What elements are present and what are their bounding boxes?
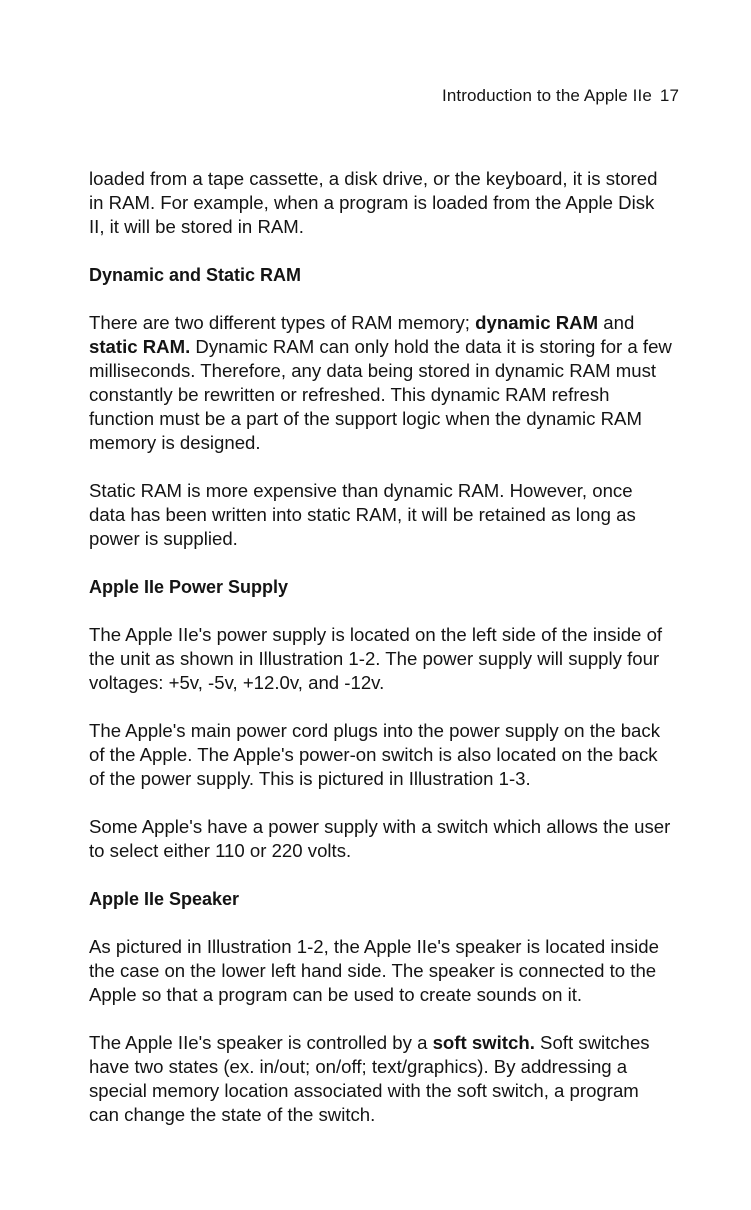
term-static-ram: static RAM. xyxy=(89,336,191,357)
text-segment: Dynamic RAM can only hold the data it is storing for a few milliseconds. Therefore, any data being stored in dynamic RAM must constantly be rewritten or refreshed. This dynamic RAM refresh function must be a part of the support logic when the dynamic RAM memory is designed. xyxy=(89,336,672,453)
term-soft-switch: soft switch. xyxy=(432,1032,535,1053)
paragraph-soft-switch xyxy=(89,1031,672,1127)
paragraph-speaker-location: As pictured in Illustration 1-2, the Apple IIe's speaker is located inside the case on the lower left hand side. The speaker is connected to the Apple so that a program can be used to create sounds on it. xyxy=(89,936,659,1005)
term-dynamic-ram: dynamic RAM xyxy=(475,312,599,333)
heading-dynamic-static-ram: Dynamic and Static RAM xyxy=(89,265,302,285)
text-segment: The Apple IIe's speaker is controlled by a xyxy=(89,1032,433,1053)
heading-power-supply: Apple IIe Power Supply xyxy=(89,577,289,597)
paragraph-static-ram: Static RAM is more expensive than dynamic RAM. However, once data has been written into static RAM, it will be retained as long as power is supplied. xyxy=(89,480,636,549)
paragraph-ram-types xyxy=(89,311,672,455)
paragraph-power-cord: The Apple's main power cord plugs into the power supply on the back of the Apple. The Apple's power-on switch is also located on the back of the power supply. This is pictured in Illustration 1-3. xyxy=(89,720,660,789)
paragraph-ram-loading: loaded from a tape cassette, a disk drive, or the keyboard, it is stored in RAM. For example, when a program is loaded from the Apple Disk II, it will be stored in RAM. xyxy=(89,168,658,237)
text-segment: There are two different types of RAM memory; xyxy=(89,312,476,333)
text-segment: and xyxy=(598,312,635,333)
page-number: 17 xyxy=(659,86,679,105)
heading-speaker: Apple IIe Speaker xyxy=(89,889,240,909)
running-head xyxy=(442,86,679,106)
running-title: Introduction to the Apple IIe xyxy=(442,86,652,105)
paragraph-voltage-switch: Some Apple's have a power supply with a switch which allows the user to select either 110 or 220 volts. xyxy=(89,816,671,861)
paragraph-power-supply-location: The Apple IIe's power supply is located on the left side of the inside of the unit as shown in Illustration 1-2. The power supply will supply four voltages: +5v, -5v, +12.0v, and -12v. xyxy=(89,624,663,693)
body-text xyxy=(89,167,672,1151)
text-segment: Soft switches have two states (ex. in/out; on/off; text/graphics). By addressing a special memory location associated with the soft switch, a program can change the state of the switch. xyxy=(89,1032,650,1125)
